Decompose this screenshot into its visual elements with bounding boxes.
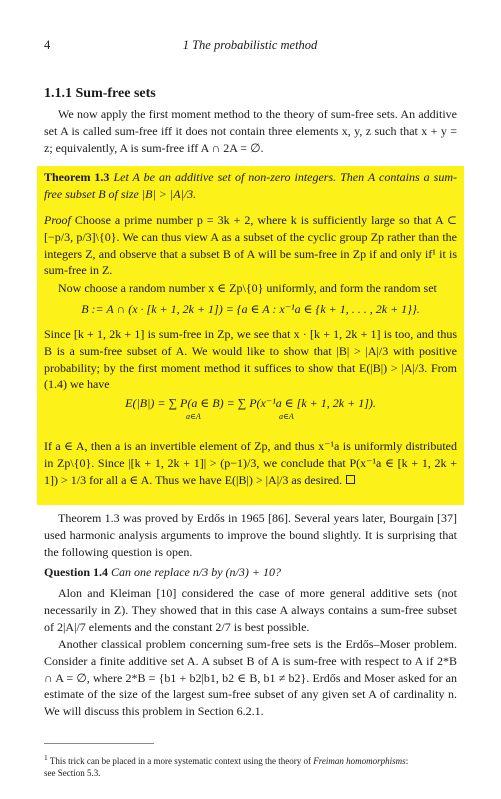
- sum-index-2: a∈A: [279, 412, 294, 421]
- proof-paragraph-4: If a ∈ A, then a is an invertible element of Zp, and thus x⁻¹a is uniformly distributed in Zp\{0}. Since |[k + 1, 2k + 1]| > (p−1)/3, we conclude that P(x⁻¹a ∈ [k + 1, 2k + 1]) > 1/3 for all a ∈ A. Thus we have E(|B|) > |A|/3 as desired.: [44, 439, 457, 487]
- equation-random-set: B := A ∩ (x · [k + 1, 2k + 1]) = {a ∈ A : x⁻¹a ∈ {k + 1, . . . , 2k + 1}}.: [81, 302, 420, 316]
- proof-paragraph-3: Since [k + 1, 2k + 1] is sum-free in Zp, we see that x · [k + 1, 2k + 1] is too, and thus B is a sum-free subset of A. We would like to show that |B| > |A|/3 with positive probability; by the first moment method it suffices to show that E(|B|) > |A|/3. From (1.4) we have: [44, 327, 457, 392]
- footnote-rule: [44, 743, 154, 744]
- alon-kleiman-paragraph: Alon and Kleiman [10] considered the case of more general additive sets (not necessarily in Z). They showed that in this case A always contains a sum-free subset of 2|A|/7 elements and the constant 2/7 is best possible.: [44, 586, 457, 634]
- running-header: [44, 38, 456, 54]
- equation-expectation: E(|B|) = ∑ P(a ∈ B) = ∑ P(x⁻¹a ∈ [k + 1, 2k + 1]). a∈A a∈A: [125, 396, 376, 421]
- erdos-moser-paragraph: Another classical problem concerning sum-free sets is the Erdős–Moser problem. Consider a finite additive set A. A subset B of A is sum-free with respect to A if 2*B ∩ A = ∅, where 2*B = {b1 + b2|b1, b2 ∈ B, b1 ≠ b2}. Erdős and Moser asked for an estimate of the size of the largest sum-free subset of any given set A of cardinality n. We will discuss this problem in Section 6.2.1.: [44, 637, 457, 719]
- question-label: Question 1.4: [44, 565, 109, 579]
- section-title: 1.1.1 Sum-free sets: [44, 86, 156, 101]
- theorem-text: Let A be an additive set of non-zero integers. Then A contains a sum-free subset B of size |B| > |A|/3.: [44, 170, 458, 201]
- theorem-label: Theorem 1.3: [44, 170, 110, 184]
- footnote-mark: 1: [44, 753, 48, 762]
- sum-index-1: a∈A: [186, 412, 201, 421]
- question-1-4: [44, 564, 457, 581]
- theorem-1-3: [44, 169, 457, 203]
- qed-square-icon: [346, 475, 355, 484]
- intro-paragraph: We now apply the first moment method to the theory of sum-free sets. An additive set A is called sum-free iff it does not contain three elements x, y, z such that x + y = z; equivalently, A is sum-free iff A ∩ 2A = ∅.: [44, 107, 457, 155]
- footnote: $^1$ This trick can be placed in a more systematic context using the theory of Freiman homomorphisms: see Section 5.3.: [44, 753, 409, 778]
- question-text: Can one replace n/3 by (n/3) + 10?: [111, 565, 281, 579]
- proof-label: Proof: [44, 213, 71, 227]
- proof-paragraph-1: Proof Choose a prime number p = 3k + 2, where k is sufficiently large so that A ⊂ [−p/3, p/3]\{0}. We can thus view A as a subset of the cyclic group Zp rather than the integers Z, and observe that a subset B of A will be sum-free in Zp if and only if¹ it is sum-free in Z.: [44, 213, 458, 278]
- proof-paragraph-2: Now choose a random number x ∈ Zp\{0} uniformly, and form the random set: [58, 281, 437, 295]
- running-title: 1 The probabilistic method: [182, 38, 318, 52]
- post-theorem-paragraph: Theorem 1.3 was proved by Erdős in 1965 [86]. Several years later, Bourgain [37] used harmonic analysis arguments to improve the bound slightly. It is surprising that the following question is open.: [44, 511, 457, 559]
- page-number: 4: [44, 38, 51, 52]
